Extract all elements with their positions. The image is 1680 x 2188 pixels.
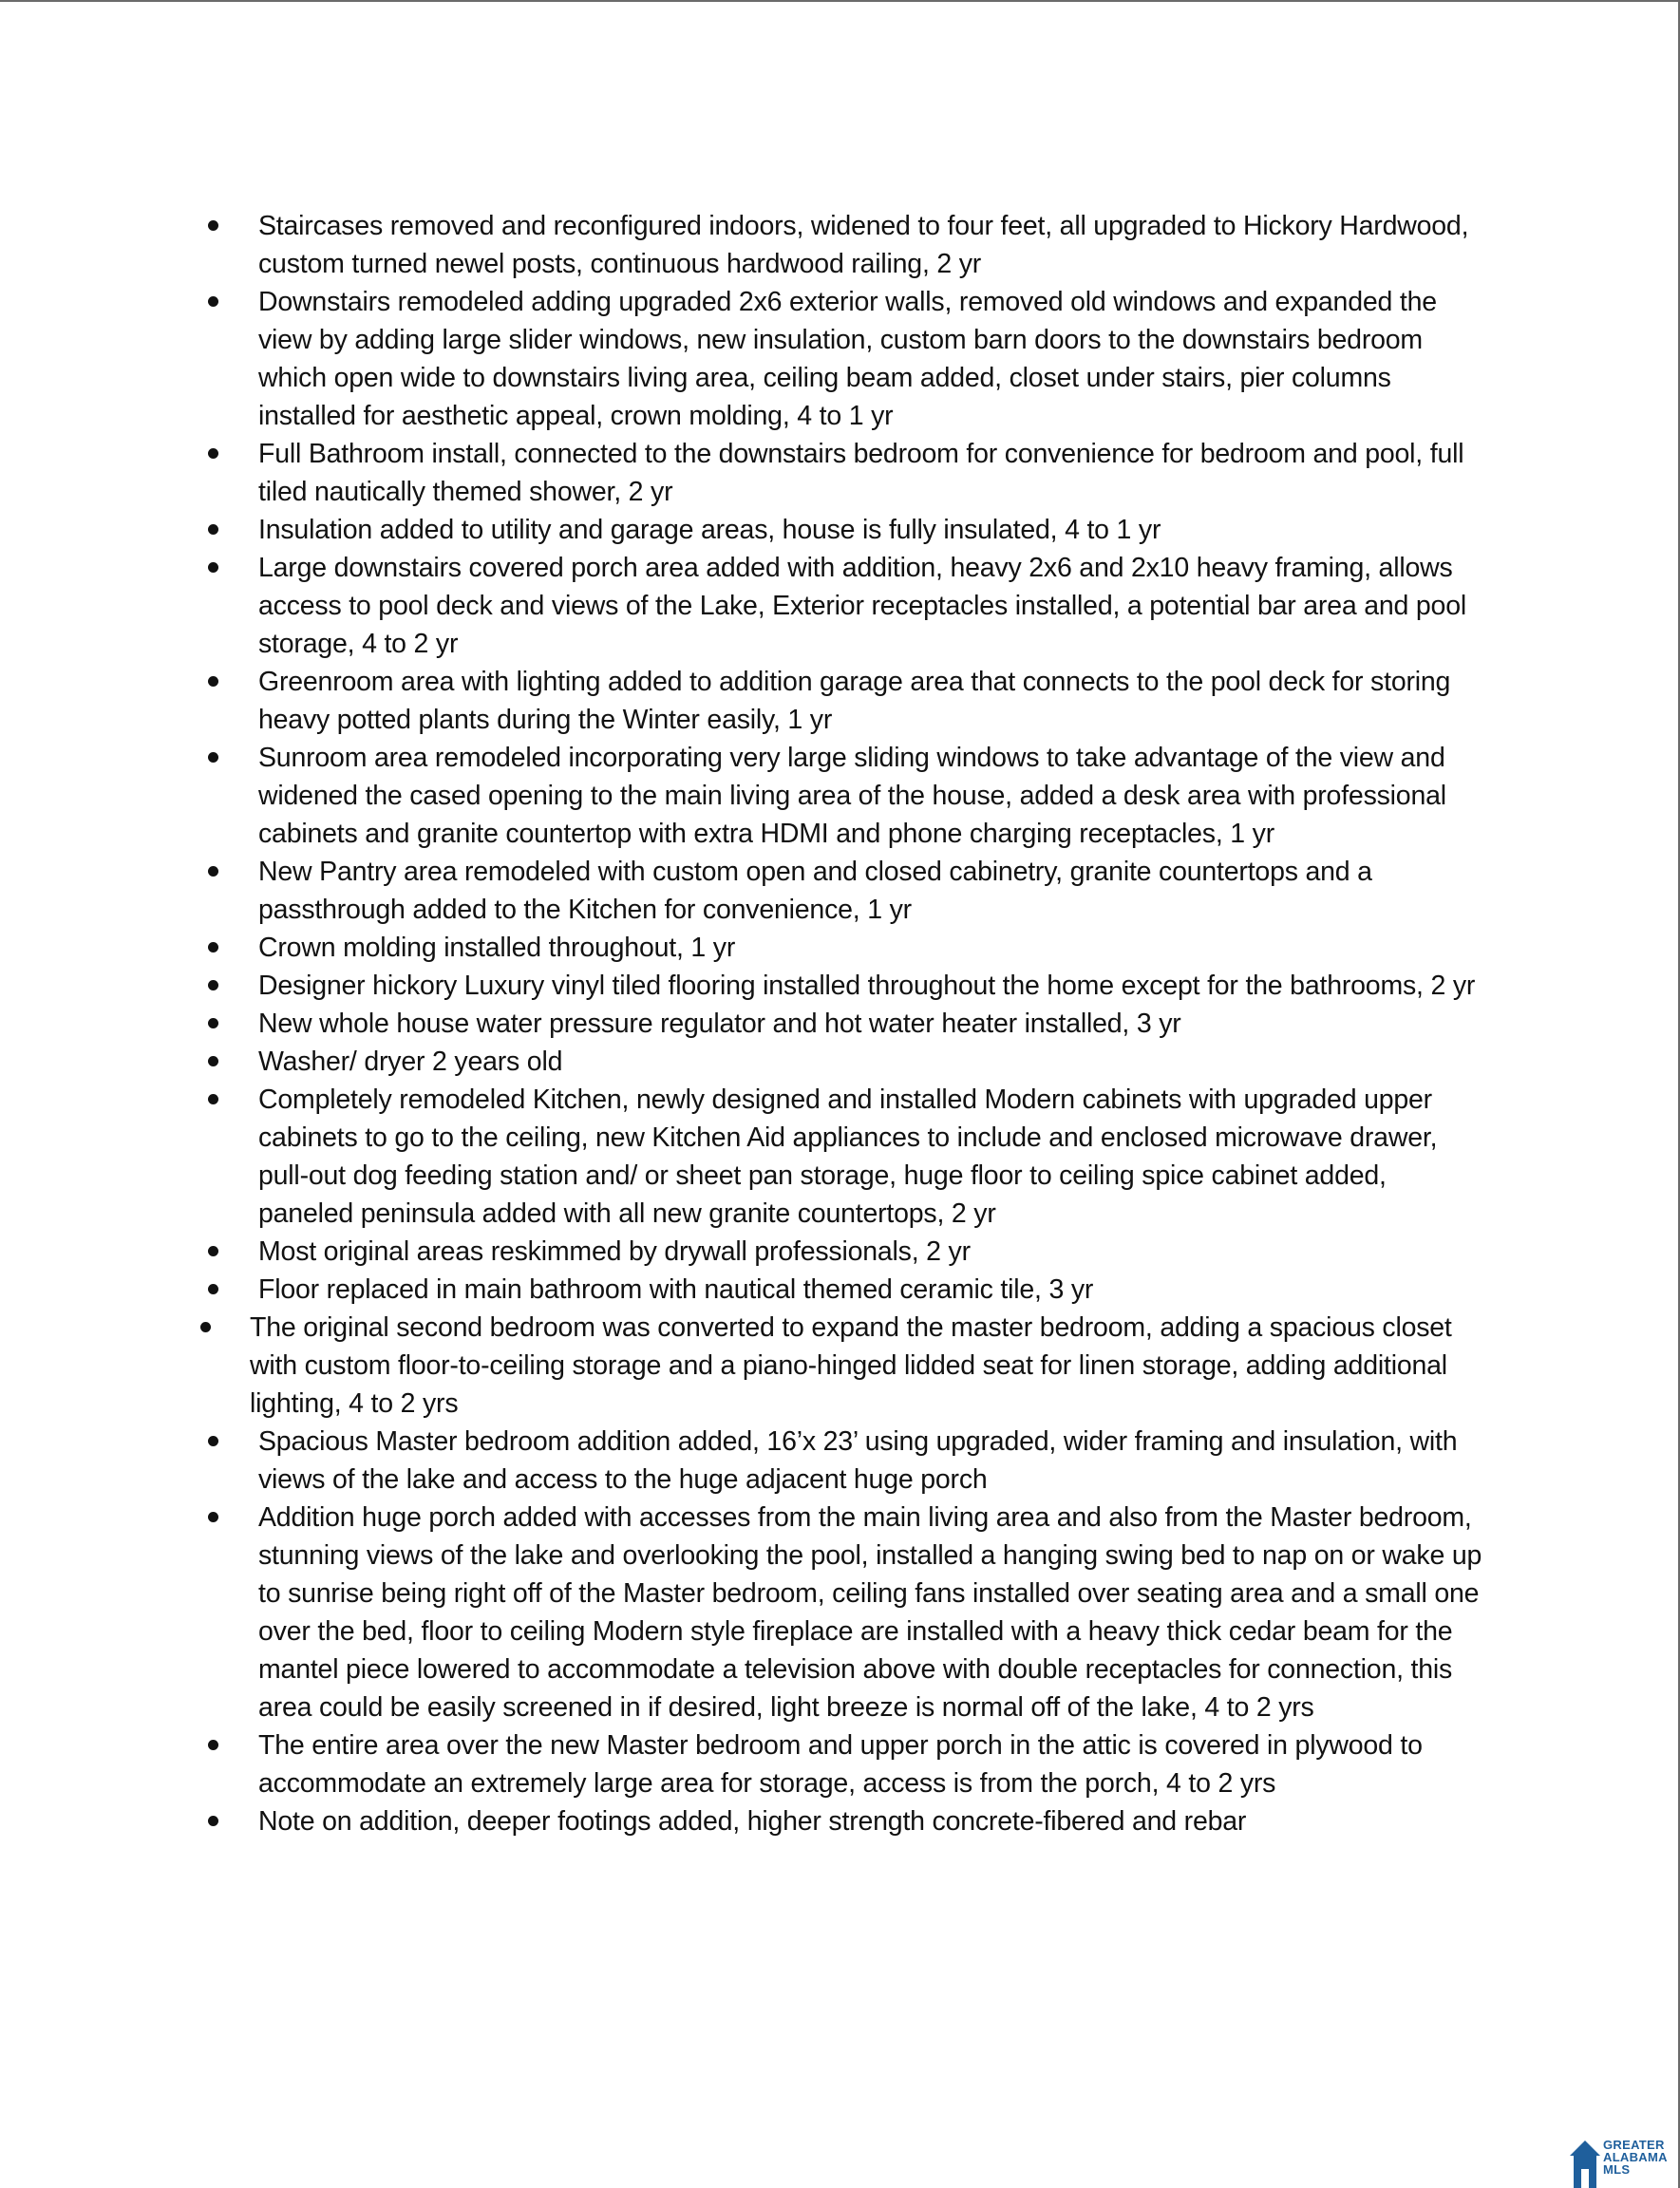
list-item <box>0 929 1483 967</box>
list-item <box>0 739 1483 853</box>
bullet-icon <box>208 448 218 459</box>
logo-line: ALABAMA <box>1603 2150 1668 2164</box>
list-item-text: Full Bathroom install, connected to the downstairs bedroom for convenience for bedroom and pool, full tiled nautically themed shower, 2 yr <box>258 439 1464 507</box>
list-item <box>0 549 1483 663</box>
list-item <box>0 1802 1483 1840</box>
list-item-text: Sunroom area remodeled incorporating very large sliding windows to take advantage of the view and widened the cased opening to the main living area of the house, added a desk area with professional cabinets and granite countertop with extra HDMI and phone charging receptacles, 1 yr <box>258 743 1446 849</box>
list-item <box>0 1233 1483 1271</box>
bullet-icon <box>208 752 218 763</box>
bullet-icon <box>208 1246 218 1256</box>
list-item-text: New whole house water pressure regulator and hot water heater installed, 3 yr <box>258 1009 1181 1039</box>
list-item-text: Designer hickory Luxury vinyl tiled flooring installed throughout the home except for the bathrooms, 2 yr <box>258 971 1476 1001</box>
bullet-icon <box>208 942 218 953</box>
list-item-text: The entire area over the new Master bedroom and upper porch in the attic is covered in plywood to accommodate an extremely large area for storage, access is from the porch, 4 to 2 yrs <box>258 1730 1423 1799</box>
greater-alabama-mls-logo <box>1568 2135 1680 2188</box>
list-item <box>0 435 1483 511</box>
list-item <box>0 663 1483 739</box>
list-item <box>0 1726 1483 1802</box>
bullet-icon <box>208 1284 218 1294</box>
list-item <box>0 1271 1483 1309</box>
bullet-icon <box>208 1018 218 1028</box>
bullet-icon <box>208 866 218 877</box>
bullet-icon <box>208 562 218 573</box>
list-item <box>0 283 1483 435</box>
bullet-icon <box>208 524 218 535</box>
list-item <box>0 1005 1483 1043</box>
list-item-text: Most original areas reskimmed by drywall professionals, 2 yr <box>258 1236 971 1267</box>
list-item-text: Greenroom area with lighting added to addition garage area that connects to the pool deck for storing heavy potted plants during the Winter easily, 1 yr <box>258 667 1451 735</box>
logo-wordmark <box>1603 2139 1679 2176</box>
list-item-text: Completely remodeled Kitchen, newly designed and installed Modern cabinets with upgraded upper cabinets to go to the ceiling, new Kitchen Aid appliances to include and enclosed microwave drawer, pull-out dog feeding station and/ or sheet pan storage, huge floor to ceiling spice cabinet added, paneled peninsula added with all new granite countertops, 2 yr <box>258 1085 1438 1229</box>
list-item <box>0 1043 1483 1081</box>
bullet-icon <box>208 1094 218 1104</box>
list-item-text: Large downstairs covered porch area added with addition, heavy 2x6 and 2x10 heavy framing, allows access to pool deck and views of the Lake, Exterior receptacles installed, a potential bar area and pool storage, 4 to 2 yr <box>258 553 1466 659</box>
list-item <box>0 967 1483 1005</box>
list-item-text: Downstairs remodeled adding upgraded 2x6 exterior walls, removed old windows and expanded the view by adding large slider windows, new insulation, custom barn doors to the downstairs bedroom which open wide to downstairs living area, ceiling beam added, closet under stairs, pier columns installed for aesthetic appeal, crown molding, 4 to 1 yr <box>258 287 1437 431</box>
bullet-icon <box>208 220 218 231</box>
list-item <box>0 511 1483 549</box>
bullet-icon <box>208 1816 218 1826</box>
bullet-icon <box>208 1512 218 1522</box>
logo-line: MLS <box>1603 2162 1631 2177</box>
list-item <box>0 1499 1483 1726</box>
list-item-text: New Pantry area remodeled with custom open and closed cabinetry, granite countertops and a passthrough added to the Kitchen for convenience, 1 yr <box>258 857 1372 925</box>
renovation-list <box>0 207 1680 1840</box>
list-item-text: Crown molding installed throughout, 1 yr <box>258 933 736 963</box>
logo-line: GREATER <box>1603 2138 1665 2152</box>
list-item-text: Note on addition, deeper footings added, higher strength concrete-fibered and rebar <box>258 1806 1247 1837</box>
list-item-text: Insulation added to utility and garage areas, house is fully insulated, 4 to 1 yr <box>258 515 1161 545</box>
bullet-icon <box>208 1436 218 1446</box>
list-item <box>0 207 1483 283</box>
list-item <box>0 1423 1483 1499</box>
bullet-icon <box>208 676 218 687</box>
list-item-text: Spacious Master bedroom addition added, 16’x 23’ using upgraded, wider framing and insulation, with views of the lake and access to the huge adjacent huge porch <box>258 1426 1458 1495</box>
list-item-text: Floor replaced in main bathroom with nautical themed ceramic tile, 3 yr <box>258 1274 1094 1305</box>
list-item <box>0 1081 1483 1233</box>
house-logo-icon <box>1568 2135 1602 2188</box>
bullet-icon <box>208 1056 218 1066</box>
bullet-icon <box>208 1740 218 1750</box>
list-item <box>0 853 1483 929</box>
bullet-icon <box>208 296 218 307</box>
list-item-text: Staircases removed and reconfigured indoors, widened to four feet, all upgraded to Hickory Hardwood, custom turned newel posts, continuous hardwood railing, 2 yr <box>258 211 1469 279</box>
list-item <box>0 1309 1465 1423</box>
list-item-text: Addition huge porch added with accesses from the main living area and also from the Master bedroom, stunning views of the lake and overlooking the pool, installed a hanging swing bed to nap on or wake up to sunrise being right off of the Master bedroom, ceiling fans installed over seating area and a small one over the bed, floor to ceiling Modern style fireplace are installed with a heavy thick cedar beam for the mantel piece lowered to accommodate a television above with double receptacles for connection, this area could be easily screened in if desired, light breeze is normal off of the lake, 4 to 2 yrs <box>258 1502 1482 1723</box>
bullet-icon <box>208 980 218 990</box>
bullet-icon <box>200 1322 211 1332</box>
list-item-text: Washer/ dryer 2 years old <box>258 1047 563 1077</box>
list-item-text: The original second bedroom was converted to expand the master bedroom, adding a spacious closet with custom floor-to-ceiling storage and a piano-hinged lidded seat for linen storage, adding additional lighting, 4 to 2 yrs <box>250 1312 1452 1419</box>
